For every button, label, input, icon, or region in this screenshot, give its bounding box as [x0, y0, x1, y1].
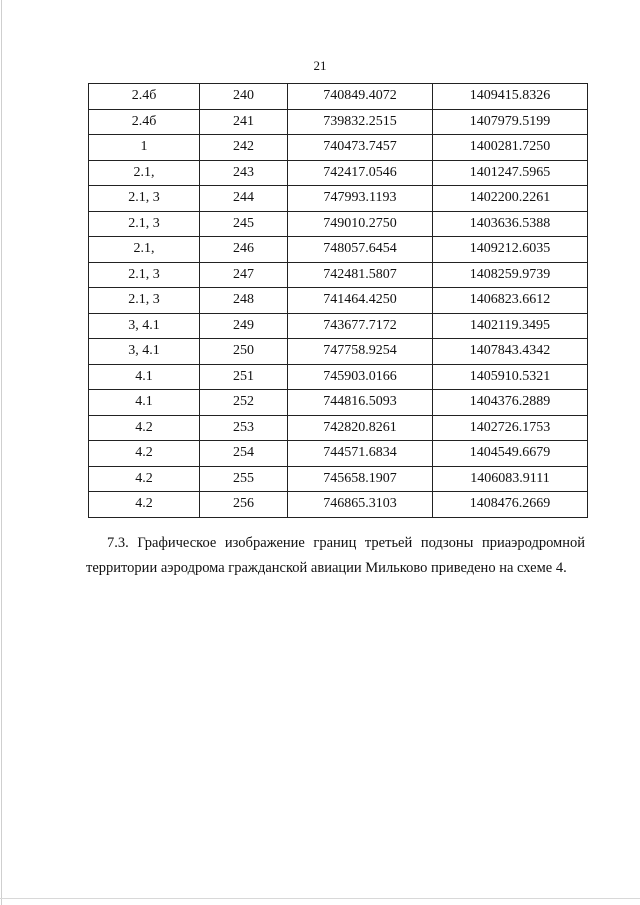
cell-x-coordinate: 745658.1907	[288, 466, 433, 492]
cell-y-coordinate: 1404376.2889	[433, 390, 588, 416]
cell-x-coordinate: 744816.5093	[288, 390, 433, 416]
cell-x-coordinate: 743677.7172	[288, 313, 433, 339]
cell-x-coordinate: 739832.2515	[288, 109, 433, 135]
cell-zone: 1	[89, 135, 200, 161]
coordinates-table-body	[89, 84, 588, 518]
cell-y-coordinate: 1402200.2261	[433, 186, 588, 212]
cell-y-coordinate: 1408476.2669	[433, 492, 588, 518]
cell-zone: 2.1, 3	[89, 288, 200, 314]
cell-point-number: 241	[200, 109, 288, 135]
page-number: 21	[313, 58, 327, 73]
cell-y-coordinate: 1402726.1753	[433, 415, 588, 441]
paragraph-line-2: территории аэродрома гражданской авиации Мильково приведено на схеме 4.	[86, 560, 567, 576]
cell-point-number: 242	[200, 135, 288, 161]
table-row	[89, 262, 588, 288]
cell-y-coordinate: 1407843.4342	[433, 339, 588, 365]
cell-zone: 2.1, 3	[89, 211, 200, 237]
cell-y-coordinate: 1404549.6679	[433, 441, 588, 467]
cell-zone: 4.2	[89, 492, 200, 518]
cell-y-coordinate: 1402119.3495	[433, 313, 588, 339]
cell-x-coordinate: 741464.4250	[288, 288, 433, 314]
table-row	[89, 415, 588, 441]
table-row	[89, 84, 588, 110]
page-edge-left	[1, 0, 2, 905]
cell-x-coordinate: 740849.4072	[288, 84, 433, 110]
cell-y-coordinate: 1406823.6612	[433, 288, 588, 314]
cell-point-number: 252	[200, 390, 288, 416]
cell-point-number: 251	[200, 364, 288, 390]
cell-y-coordinate: 1407979.5199	[433, 109, 588, 135]
cell-zone: 4.1	[89, 390, 200, 416]
cell-x-coordinate: 742417.0546	[288, 160, 433, 186]
table-row	[89, 441, 588, 467]
cell-point-number: 254	[200, 441, 288, 467]
table-row	[89, 109, 588, 135]
table-row	[89, 390, 588, 416]
paragraph-7-3	[86, 531, 585, 581]
table-row	[89, 237, 588, 263]
cell-point-number: 246	[200, 237, 288, 263]
cell-x-coordinate: 740473.7457	[288, 135, 433, 161]
table-row	[89, 364, 588, 390]
cell-x-coordinate: 744571.6834	[288, 441, 433, 467]
cell-y-coordinate: 1408259.9739	[433, 262, 588, 288]
cell-zone: 2.4б	[89, 84, 200, 110]
table-row	[89, 313, 588, 339]
cell-x-coordinate: 747758.9254	[288, 339, 433, 365]
cell-point-number: 250	[200, 339, 288, 365]
table-row	[89, 466, 588, 492]
cell-point-number: 249	[200, 313, 288, 339]
cell-y-coordinate: 1403636.5388	[433, 211, 588, 237]
cell-point-number: 255	[200, 466, 288, 492]
cell-point-number: 248	[200, 288, 288, 314]
table-row	[89, 339, 588, 365]
table-row	[89, 211, 588, 237]
cell-x-coordinate: 745903.0166	[288, 364, 433, 390]
cell-point-number: 253	[200, 415, 288, 441]
cell-point-number: 247	[200, 262, 288, 288]
cell-zone: 2.1,	[89, 160, 200, 186]
cell-zone: 4.2	[89, 441, 200, 467]
cell-point-number: 240	[200, 84, 288, 110]
cell-zone: 4.1	[89, 364, 200, 390]
cell-y-coordinate: 1401247.5965	[433, 160, 588, 186]
coordinates-table	[88, 83, 588, 518]
table-row	[89, 135, 588, 161]
cell-y-coordinate: 1409415.8326	[433, 84, 588, 110]
cell-point-number: 245	[200, 211, 288, 237]
table-row	[89, 186, 588, 212]
cell-point-number: 244	[200, 186, 288, 212]
cell-zone: 2.4б	[89, 109, 200, 135]
cell-point-number: 243	[200, 160, 288, 186]
cell-zone: 4.2	[89, 466, 200, 492]
cell-zone: 2.1, 3	[89, 262, 200, 288]
paragraph-line-1: 7.3. Графическое изображение границ третьей подзоны приаэродромной	[107, 535, 585, 551]
page-edge-bottom	[0, 898, 640, 899]
table-row	[89, 492, 588, 518]
cell-x-coordinate: 746865.3103	[288, 492, 433, 518]
table-row	[89, 288, 588, 314]
cell-x-coordinate: 749010.2750	[288, 211, 433, 237]
cell-y-coordinate: 1409212.6035	[433, 237, 588, 263]
cell-zone: 3, 4.1	[89, 313, 200, 339]
cell-point-number: 256	[200, 492, 288, 518]
cell-zone: 2.1,	[89, 237, 200, 263]
cell-x-coordinate: 748057.6454	[288, 237, 433, 263]
cell-y-coordinate: 1406083.9111	[433, 466, 588, 492]
cell-zone: 2.1, 3	[89, 186, 200, 212]
cell-x-coordinate: 742481.5807	[288, 262, 433, 288]
cell-x-coordinate: 747993.1193	[288, 186, 433, 212]
cell-zone: 3, 4.1	[89, 339, 200, 365]
cell-x-coordinate: 742820.8261	[288, 415, 433, 441]
cell-y-coordinate: 1400281.7250	[433, 135, 588, 161]
table-row	[89, 160, 588, 186]
cell-zone: 4.2	[89, 415, 200, 441]
cell-y-coordinate: 1405910.5321	[433, 364, 588, 390]
